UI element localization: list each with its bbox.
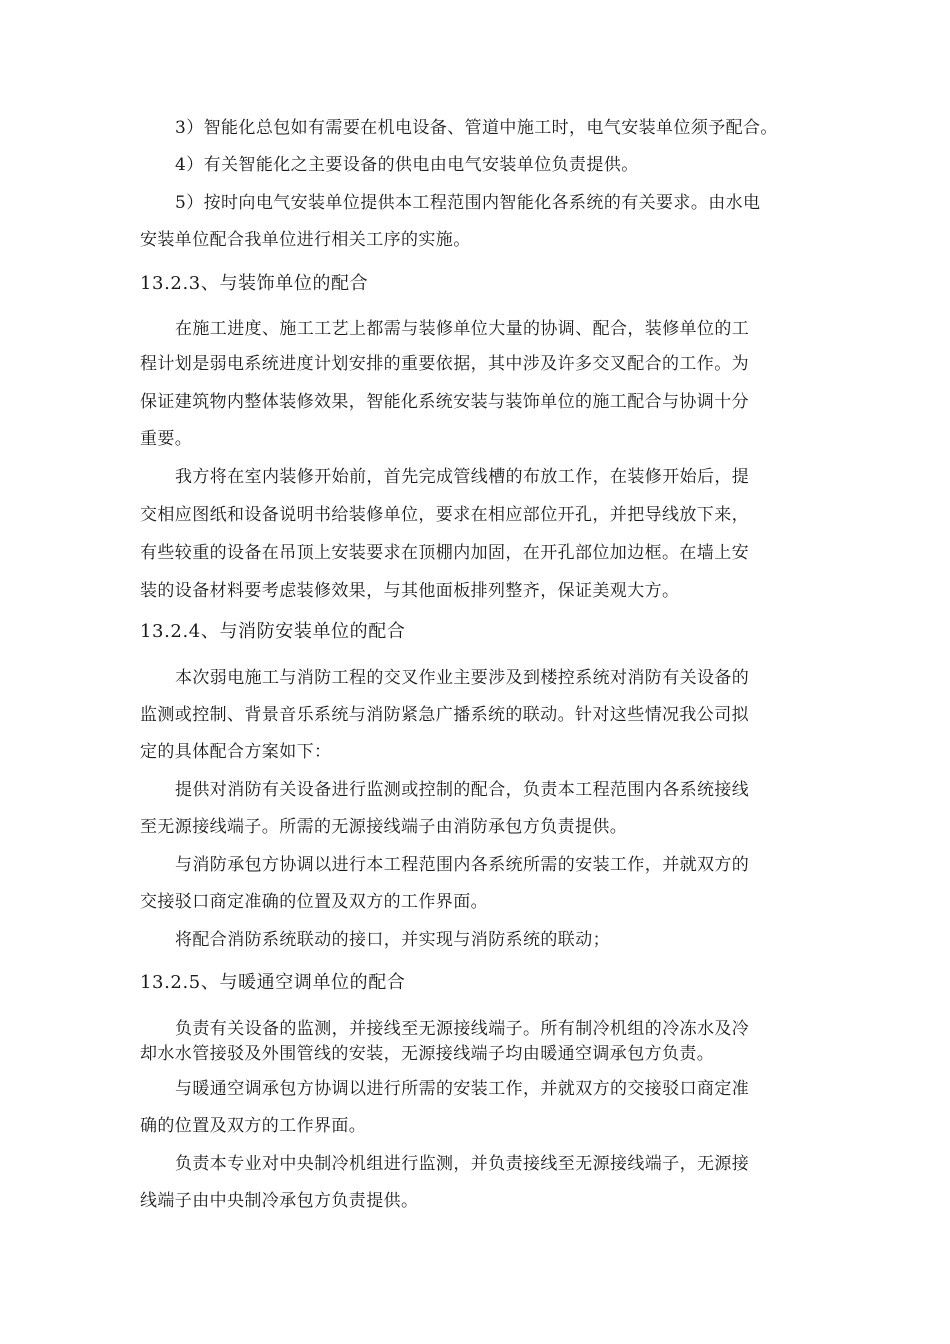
paragraph-line: 至无源接线端子。所需的无源接线端子由消防承包方负责提供。 [140,817,628,837]
paragraph-line: 确的位置及双方的工作界面。 [140,1116,367,1136]
paragraph-line: 装的设备材料要考虑装修效果，与其他面板排列整齐，保证美观大方。 [140,581,680,601]
paragraph-line: 重要。 [140,429,193,449]
paragraph-line: 保证建筑物内整体装修效果，智能化系统安装与装饰单位的施工配合与协调十分 [140,392,749,412]
paragraph-line: 与暖通空调承包方协调以进行所需的安装工作，并就双方的交接驳口商定准 [175,1079,750,1099]
paragraph-line: 5）按时向电气安装单位提供本工程范围内智能化各系统的有关要求。由水电 [175,193,761,213]
paragraph-line: 将配合消防系统联动的接口，并实现与消防系统的联动； [175,930,610,950]
paragraph-line: 交接驳口商定准确的位置及双方的工作界面。 [140,892,488,912]
paragraph-line: 在施工进度、施工工艺上都需与装修单位大量的协调、配合，装修单位的工 [175,319,750,339]
paragraph-line: 交相应图纸和设备说明书给装修单位，要求在相应部位开孔，并把导线放下来， [140,505,749,525]
paragraph-line: 却水水管接驳及外围管线的安装，无源接线端子均由暖通空调承包方负责。 [140,1044,715,1064]
paragraph-line: 4）有关智能化之主要设备的供电由电气安装单位负责提供。 [175,155,639,175]
paragraph-line: 本次弱电施工与消防工程的交叉作业主要涉及到楼控系统对消防有关设备的 [175,668,750,688]
paragraph-line: 我方将在室内装修开始前，首先完成管线槽的布放工作，在装修开始后，提 [175,467,750,487]
paragraph-line: 定的具体配合方案如下： [140,742,332,762]
paragraph-line: 提供对消防有关设备进行监测或控制的配合，负责本工程范围内各系统接线 [175,780,750,800]
paragraph-line: 3）智能化总包如有需要在机电设备、管道中施工时，电气安装单位须予配合。 [175,118,778,138]
paragraph-line: 负责本专业对中央制冷机组进行监测，并负责接线至无源接线端子，无源接 [175,1154,750,1174]
paragraph-line: 负责有关设备的监测，并接线至无源接线端子。所有制冷机组的冷冻水及冷 [175,1019,750,1039]
section-heading: 13.2.4、与消防安装单位的配合 [140,621,406,642]
paragraph-line: 与消防承包方协调以进行本工程范围内各系统所需的安装工作，并就双方的 [175,855,750,875]
paragraph-line: 安装单位配合我单位进行相关工序的实施。 [140,230,471,250]
section-heading: 13.2.3、与装饰单位的配合 [140,273,369,294]
paragraph-line: 有些较重的设备在吊顶上安装要求在顶棚内加固，在开孔部位加边框。在墙上安 [140,543,749,563]
paragraph-line: 线端子由中央制冷承包方负责提供。 [140,1191,419,1211]
section-heading: 13.2.5、与暖通空调单位的配合 [140,972,406,993]
paragraph-line: 程计划是弱电系统进度计划安排的重要依据，其中涉及许多交叉配合的工作。为 [140,354,749,374]
paragraph-line: 监测或控制、背景音乐系统与消防紧急广播系统的联动。针对这些情况我公司拟 [140,705,749,725]
